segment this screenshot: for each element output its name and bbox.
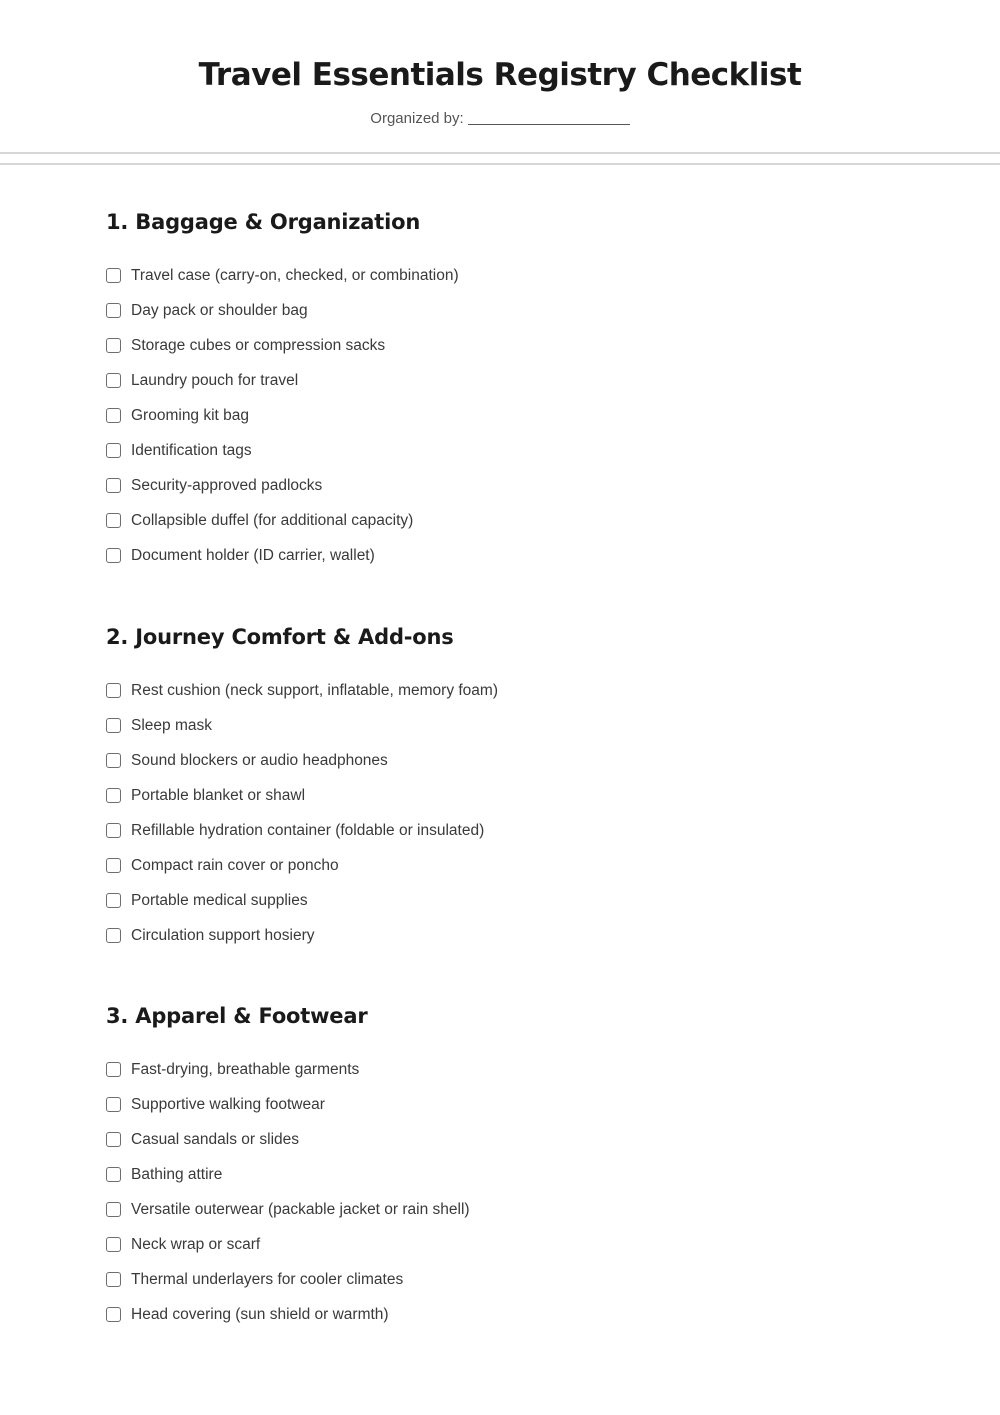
checkbox[interactable] (106, 268, 121, 283)
checkbox[interactable] (106, 718, 121, 733)
checkbox[interactable] (106, 1202, 121, 1217)
checkbox[interactable] (106, 513, 121, 528)
checklist-item[interactable] (106, 1262, 906, 1297)
checklist-item[interactable] (106, 778, 906, 813)
checklist-item[interactable] (106, 1192, 906, 1227)
checklist-item-label: Identification tags (131, 441, 252, 459)
checklist-item-label: Grooming kit bag (131, 406, 250, 424)
checkbox[interactable] (106, 1307, 121, 1322)
checkbox[interactable] (106, 788, 121, 803)
section-baggage-organization (106, 208, 906, 573)
checkbox[interactable] (106, 683, 121, 698)
header-divider-bottom (0, 163, 1000, 165)
checklist-item[interactable] (106, 708, 906, 743)
checklist (106, 258, 906, 573)
checklist-item[interactable] (106, 848, 906, 883)
checklist-item-label: Rest cushion (neck support, inflatable, memory foam) (131, 681, 498, 699)
checklist-item-label: Collapsible duffel (for additional capacity) (131, 511, 414, 529)
checklist-item-label: Laundry pouch for travel (131, 371, 299, 389)
checklist-item-label: Supportive walking footwear (131, 1095, 325, 1113)
checklist-item-label: Neck wrap or scarf (131, 1235, 261, 1253)
checklist-item-label: Storage cubes or compression sacks (131, 336, 386, 354)
checklist-item-label: Refillable hydration container (foldable or insulated) (131, 821, 485, 839)
page-title: Travel Essentials Registry Checklist (198, 57, 802, 93)
checklist (106, 1052, 906, 1332)
section-title: 1. Baggage & Organization (106, 210, 421, 234)
checkbox[interactable] (106, 753, 121, 768)
checkbox[interactable] (106, 1097, 121, 1112)
page-header (0, 0, 1000, 152)
checklist-item[interactable] (106, 1122, 906, 1157)
checklist-item[interactable] (106, 1157, 906, 1192)
checklist-item[interactable] (106, 1087, 906, 1122)
checkbox[interactable] (106, 478, 121, 493)
checkbox[interactable] (106, 893, 121, 908)
checkbox[interactable] (106, 1132, 121, 1147)
checklist-item-label: Bathing attire (131, 1165, 223, 1183)
checkbox[interactable] (106, 1272, 121, 1287)
checkbox[interactable] (106, 1167, 121, 1182)
checkbox[interactable] (106, 338, 121, 353)
checklist-item-label: Portable blanket or shawl (131, 786, 306, 804)
checklist-item-label: Sleep mask (131, 716, 212, 734)
checklist (106, 673, 906, 953)
checklist-item[interactable] (106, 813, 906, 848)
organizer-label: Organized by: (370, 110, 464, 127)
checklist-item[interactable] (106, 1052, 906, 1087)
checklist-item[interactable] (106, 743, 906, 778)
checklist-item-label: Portable medical supplies (131, 891, 308, 909)
checklist-item[interactable] (106, 918, 906, 953)
checklist-item-label: Casual sandals or slides (131, 1130, 300, 1148)
section-title: 2. Journey Comfort & Add-ons (106, 625, 454, 649)
checklist-item-label: Travel case (carry-on, checked, or combination) (131, 266, 459, 284)
checklist-item[interactable] (106, 538, 906, 573)
checklist-item-label: Sound blockers or audio headphones (131, 751, 388, 769)
checklist-item[interactable] (106, 433, 906, 468)
checklist-item[interactable] (106, 673, 906, 708)
organizer-row (0, 105, 1000, 127)
checklist-item[interactable] (106, 468, 906, 503)
checkbox[interactable] (106, 858, 121, 873)
checklist-item-label: Fast-drying, breathable garments (131, 1060, 360, 1078)
checklist-item-label: Circulation support hosiery (131, 926, 315, 944)
checkbox[interactable] (106, 823, 121, 838)
checklist-item[interactable] (106, 398, 906, 433)
organizer-field[interactable] (468, 109, 630, 125)
section-apparel-footwear (106, 1002, 906, 1332)
checklist-item[interactable] (106, 258, 906, 293)
checkbox[interactable] (106, 303, 121, 318)
checklist-item[interactable] (106, 1297, 906, 1332)
checklist-item-label: Head covering (sun shield or warmth) (131, 1305, 389, 1323)
checkbox[interactable] (106, 548, 121, 563)
checklist-item[interactable] (106, 883, 906, 918)
checklist-item-label: Day pack or shoulder bag (131, 301, 308, 319)
checklist-item[interactable] (106, 293, 906, 328)
checkbox[interactable] (106, 1062, 121, 1077)
checklist-item-label: Compact rain cover or poncho (131, 856, 339, 874)
checkbox[interactable] (106, 928, 121, 943)
checklist-item-label: Security-approved padlocks (131, 476, 323, 494)
checklist-item-label: Thermal underlayers for cooler climates (131, 1270, 404, 1288)
checkbox[interactable] (106, 408, 121, 423)
checkbox[interactable] (106, 373, 121, 388)
checkbox[interactable] (106, 1237, 121, 1252)
checklist-item[interactable] (106, 503, 906, 538)
checklist-item[interactable] (106, 1227, 906, 1262)
checkbox[interactable] (106, 443, 121, 458)
checklist-item[interactable] (106, 328, 906, 363)
section-title: 3. Apparel & Footwear (106, 1004, 368, 1028)
section-journey-comfort (106, 623, 906, 953)
checklist-item-label: Document holder (ID carrier, wallet) (131, 546, 375, 564)
header-divider-top (0, 152, 1000, 154)
checklist-item[interactable] (106, 363, 906, 398)
checklist-item-label: Versatile outerwear (packable jacket or rain shell) (131, 1200, 470, 1218)
